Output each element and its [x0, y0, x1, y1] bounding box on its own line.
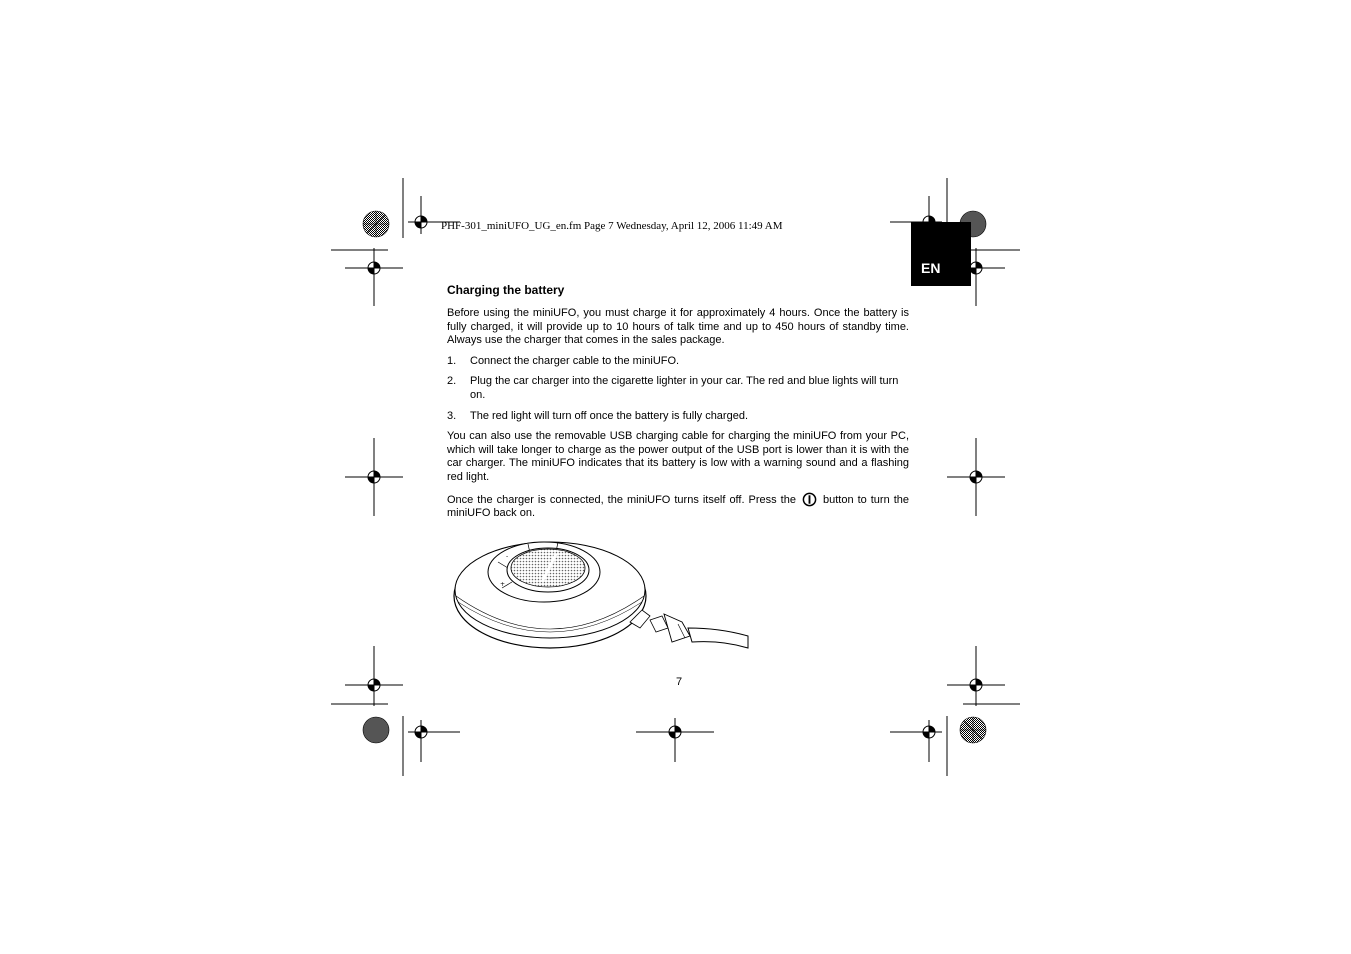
- svg-text:-: -: [506, 553, 509, 560]
- step-number: 2.: [447, 375, 457, 388]
- step-number: 1.: [447, 354, 457, 367]
- step-number: 3.: [447, 409, 457, 422]
- power-note-after: button to turn the miniUFO back on.: [447, 493, 910, 520]
- list-item: [447, 410, 909, 424]
- power-button-icon: [802, 492, 817, 507]
- steps-list: [447, 355, 909, 423]
- step-text: The red light will turn off once the battery is fully charged.: [470, 409, 748, 422]
- page-content: [447, 282, 909, 528]
- language-label: EN: [921, 260, 941, 276]
- usb-note-paragraph: You can also use the removable USB charging cable for charging the miniUFO from your PC, which will take longer to charge as the power output of the USB port is lower than it is with the car charger. The miniUFO indicates that its battery is low with a warning sound and a flashing red light.: [447, 430, 909, 483]
- power-note-before: Once the charger is connected, the miniUFO turns itself off. Press the: [447, 493, 796, 506]
- page-number: 7: [676, 676, 683, 688]
- power-note-paragraph: [447, 492, 909, 521]
- step-text: Connect the charger cable to the miniUFO.: [470, 354, 680, 367]
- section-title: Charging the battery: [447, 283, 565, 297]
- svg-text:+: +: [500, 581, 506, 588]
- language-tab: [911, 222, 971, 286]
- intro-paragraph: Before using the miniUFO, you must charge it for approximately 4 hours. Once the battery is fully charged, it will provide up to 10 hours of talk time and up to 450 hours of standby time. Always use the charger that comes in the sales package.: [447, 307, 909, 347]
- list-item: [447, 355, 909, 369]
- miniufo-charging-illustration: [450, 524, 750, 654]
- step-text: Plug the car charger into the cigarette lighter in your car. The red and blue lights will turn on.: [470, 375, 899, 401]
- list-item: [447, 375, 909, 402]
- print-header: PHF-301_miniUFO_UG_en.fm Page 7 Wednesday, April 12, 2006 11:49 AM: [441, 220, 783, 232]
